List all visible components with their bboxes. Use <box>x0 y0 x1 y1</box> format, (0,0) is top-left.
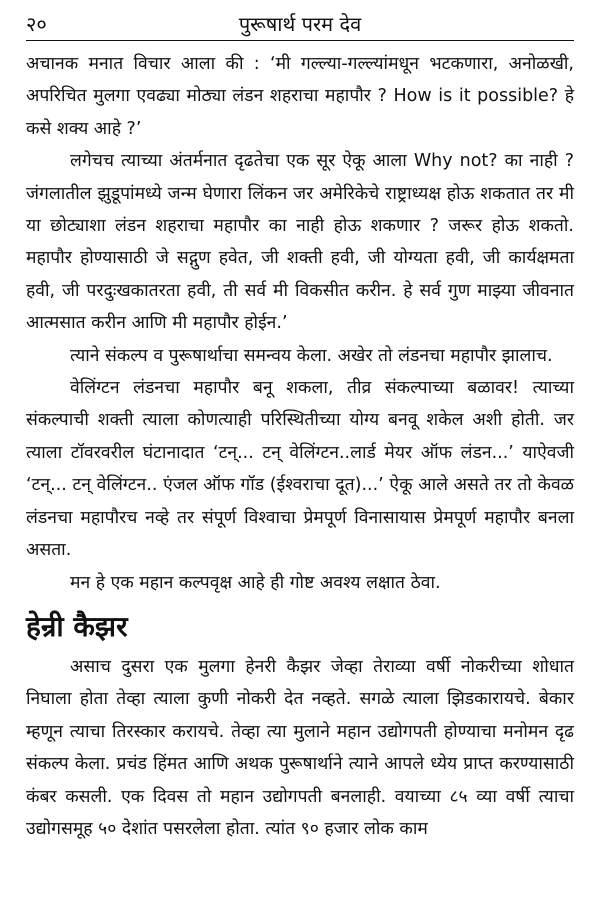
page-number: २० <box>26 12 47 36</box>
page-header <box>26 0 574 42</box>
paragraph-2: लगेचच त्याच्या अंतर्मनात दृढतेचा एक सूर ऐकू आला Why not? का नाही ? जंगलातील झुडूपांमध्ये जन्म घेणारा लिंकन जर अमेरिकेचे राष्ट्राध्यक्ष होऊ शकतात तर मी या छोट्याशा लंडन शहराचा महापौर का नाही होऊ शकणार ? जरूर होऊ शकतो. महापौर होण्यासाठी जे सद्गुण हवेत, जी शक्ती हवी, जी योग्यता हवी, जी कार्यक्षमता हवी, जी परदुःखकातरता हवी, ती सर्व मी विकसीत करीन. हे सर्व गुण माझ्या जीवनात आत्मसात करीन आणि मी महापौर होईन.’ <box>26 151 574 334</box>
running-title: पुरूषार्थ परम देव <box>238 12 362 36</box>
section-paragraph-1: असाच दुसरा एक मुलगा हेनरी कैझर जेव्हा तेराव्या वर्षी नोकरीच्या शोधात निघाला होता तेव्हा त्याला कुणी नोकरी देत नव्हते. सगळे त्याला झिडकारायचे. बेकार म्हणून त्याचा तिरस्कार करायचे. तेव्हा त्या मुलाने महान उद्योगपती होण्याचा मनोमन दृढ संकल्प केला. प्रचंड हिंमत आणि अथक पुरूषार्थाने त्याने आपले ध्येय प्राप्त करण्यासाठी कंबर कसली. एक दिवस तो महान उद्योगपती बनलाही. वयाच्या ८५ व्या वर्षी त्याचा उद्योगसमूह ५० देशांत पसरलेला होता. त्यांत ९० हजार लोक काम <box>26 656 574 839</box>
paragraph-5: मन हे एक महान कल्पवृक्ष आहे ही गोष्ट अवश्य लक्षात ठेवा. <box>70 572 441 593</box>
header-rule <box>26 40 574 41</box>
page-body <box>26 48 574 845</box>
paragraph-3: त्याने संकल्प व पुरूषार्थाचा समन्वय केला. अखेर तो लंडनचा महापौर झालाच. <box>70 345 553 366</box>
paragraph-1: अचानक मनात विचार आला की : ‘मी गल्ल्या-गल्ल्यांमधून भटकणारा, अनोळखी, अपरिचित मुलगा एवढ्या मोठ्या लंडन शहराचा महापौर ? How is it possible? हे कसे शक्य आहे ?’ <box>26 54 574 139</box>
paragraph-4: वेलिंग्टन लंडनचा महापौर बनू शकला, तीव्र संकल्पाच्या बळावर! त्याच्या संकल्पाची शक्ती त्याला कोणत्याही परिस्थितीच्या योग्य बनवू शकेल अशी होती. जर त्याला टॉवरवरील घंटानादात ‘टन्... टन् वेलिंग्टन..लार्ड मेयर ऑफ लंडन...’ याऐवजी ‘टन्... टन् वेलिंग्टन.. एंजल ऑफ गॉड (ईश्वराचा दूत)...’ ऐकू आले असते तर तो केवळ लंडनचा महापौरच नव्हे तर संपूर्ण विश्वाचा प्रेमपूर्ण विनासायास प्रेमपूर्ण महापौर बनला असता. <box>26 378 574 561</box>
section-heading: हेन्री कैझर <box>26 609 128 643</box>
